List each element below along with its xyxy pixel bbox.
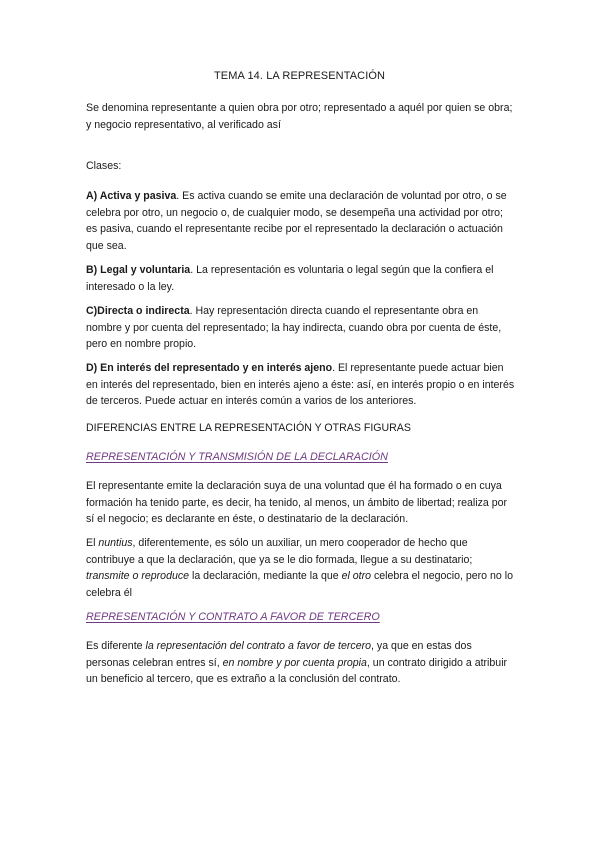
s2-part-a: Es diferente (86, 640, 146, 652)
section-heading-transmision: REPRESENTACIÓN Y TRANSMISIÓN DE LA DECLARACIÓN (86, 451, 388, 463)
intro-paragraph: Se denomina representante a quien obra por otro; representado a aquél por quien se obra; y negocio representativo, al verificado así (86, 102, 513, 131)
clase-d-text: . El representante puede actuar bien en interés del representado, bien en interés ajeno a éste: así, en interés propio o en interés de terceros. Puede actuar en interés común a varios de los anteriores. (86, 362, 515, 408)
section1-paragraph-2 (86, 535, 516, 601)
clase-a-paragraph (86, 188, 516, 254)
s2-part-d: en nombre y por cuenta propia (222, 656, 367, 669)
clase-b-text: . La representación es voluntaria o legal según que la confiera el interesado o la ley. (86, 264, 494, 293)
p2-part-b: nuntius (98, 537, 133, 549)
s2-part-e: , un contrato dirigido a atribuir un beneficio al tercero, que es extraño a la conclusión del contrato. (86, 656, 508, 686)
clase-b-paragraph (86, 262, 516, 295)
document-title: TEMA 14. LA REPRESENTACIÓN (213, 70, 386, 82)
clase-b-term: B) Legal y voluntaria (86, 264, 191, 276)
clase-d-term: D) En interés del representado y en interés ajeno (86, 362, 333, 374)
p2-part-f: el otro (341, 570, 372, 583)
clases-heading: Clases: (86, 160, 122, 172)
section2-paragraph (86, 638, 516, 688)
p2-part-c: , diferentemente, es sólo un auxiliar, un mero cooperador de hecho que contribuye a que la declaración, que ya se le dio formada, llegue a su destinatario; (86, 537, 473, 566)
p2-part-g: celebra el negocio, pero no lo celebra él (86, 570, 513, 599)
clase-c-paragraph (86, 303, 516, 353)
clase-a-text: . Es activa cuando se emite una declaración de voluntad por otro, o se celebra por otro, un negocio o, de cualquier modo, se desempeña una actividad por otro; es pasiva, cuando el representante recibe por el representado la declaración o actuación que sea. (86, 190, 507, 252)
section-heading-contrato: REPRESENTACIÓN Y CONTRATO A FAVOR DE TERCERO (86, 611, 380, 623)
diferencias-heading: DIFERENCIAS ENTRE LA REPRESENTACIÓN Y OTRAS FIGURAS (86, 422, 411, 434)
s2-part-c: , ya que en estas dos personas celebran entres sí, (86, 640, 472, 669)
clase-d-paragraph (86, 360, 516, 410)
p2-part-d: transmite o reproduce (86, 570, 190, 583)
clase-a-term: A) Activa y pasiva (86, 190, 177, 202)
p2-part-e: la declaración, mediante la que (189, 570, 342, 583)
clase-c-text: . Hay representación directa cuando el representante obra en nombre y por cuenta del representado; la hay indirecta, cuando obra por cuenta de éste, pero en nombre propio. (86, 305, 502, 351)
section1-paragraph-1: El representante emite la declaración suya de una voluntad que él ha formado o en cuya formación ha tenido parte, es decir, ha tenido, al menos, un ámbito de libertad; realiza por sí el negocio; es declarante en éste, o destinatario de la declaración. (86, 480, 508, 526)
s2-part-b: la representación del contrato a favor de tercero (145, 640, 372, 652)
clase-c-term: C)Directa o indirecta (86, 305, 190, 317)
p2-part-a: El (86, 537, 99, 549)
